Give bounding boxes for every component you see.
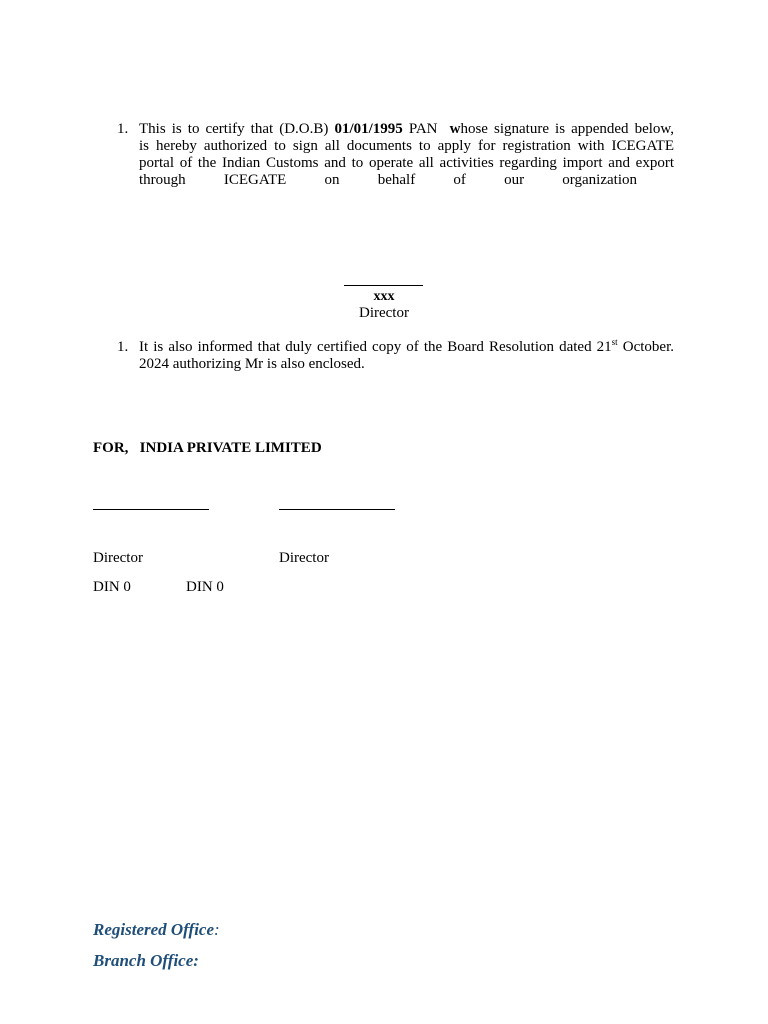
text-fragment: hose signature is appended below, (460, 121, 675, 137)
director-title: Director (279, 550, 329, 566)
signature-line (93, 509, 209, 510)
paragraph-line: 2024 authorizing Mr is also enclosed. (139, 356, 365, 372)
certification-paragraph (93, 121, 674, 191)
text-fragment: This is to certify that (D.O.B) (139, 121, 329, 137)
text-fragment: It is also informed that duly certified copy of the Board Resolution dated 21 (139, 339, 612, 355)
director-din: DIN 0 (93, 579, 131, 595)
paragraph-line: through ICEGATE on behalf of our organization (139, 172, 637, 188)
signatory-name: xxx (373, 289, 395, 304)
text-fragment: PAN (408, 121, 438, 137)
company-name: FOR, INDIA PRIVATE LIMITED (93, 440, 322, 456)
signature-line (279, 509, 395, 510)
branch-office-label: Branch Office: (93, 951, 199, 970)
ordinal-suffix: st (611, 337, 618, 347)
text-fragment: : (214, 920, 220, 939)
text-fragment: w (449, 121, 461, 137)
text-fragment: Registered Office (93, 920, 215, 939)
signature-line (344, 285, 423, 286)
board-resolution-paragraph (93, 339, 674, 375)
signatory-title: Director (359, 305, 409, 321)
list-number: 1. (117, 339, 129, 355)
paragraph-line (139, 339, 674, 356)
text-fragment: October. (617, 339, 675, 355)
dob-value: 01/01/1995 (334, 121, 403, 137)
paragraph-line (139, 121, 674, 138)
paragraph-line: portal of the Indian Customs and to operate all activities regarding import and export (139, 155, 674, 171)
director-din: DIN 0 (186, 579, 224, 595)
list-number: 1. (117, 121, 129, 137)
director-title: Director (93, 550, 143, 566)
paragraph-line: is hereby authorized to sign all documents to apply for registration with ICEGATE (139, 138, 674, 154)
registered-office-label (93, 920, 220, 940)
